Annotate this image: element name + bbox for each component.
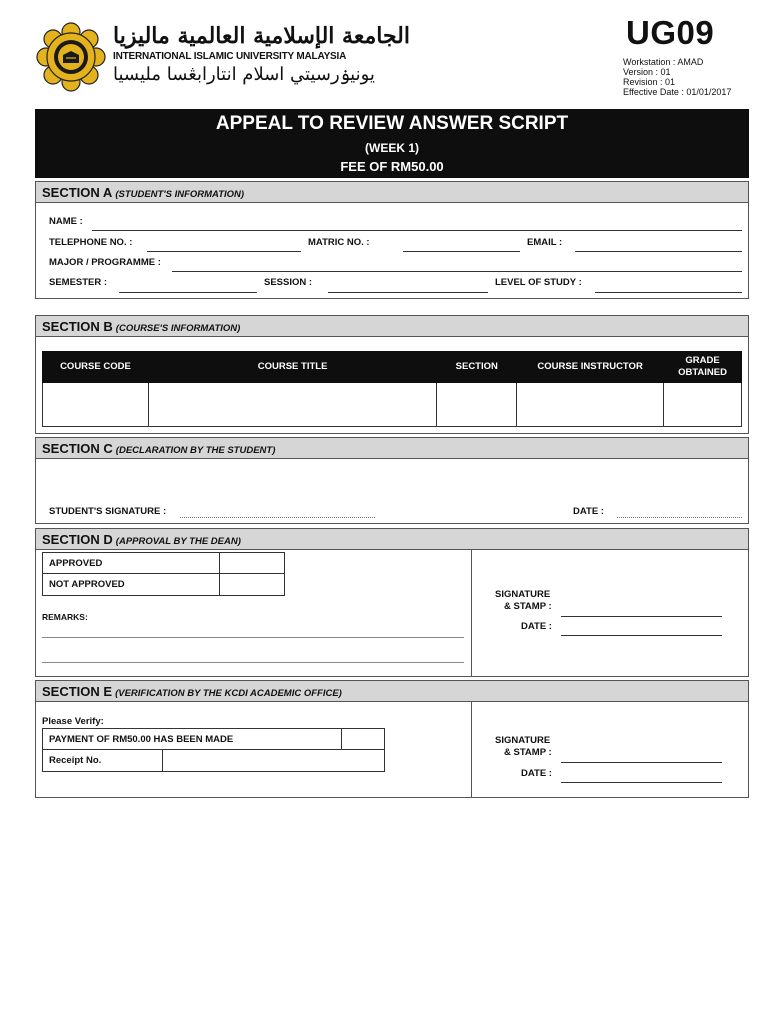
payment-row bbox=[42, 728, 342, 750]
matric-label: MATRIC NO. : bbox=[308, 237, 370, 248]
not-approved-checkbox[interactable] bbox=[219, 573, 285, 596]
semester-label: SEMESTER : bbox=[49, 277, 108, 288]
title-band bbox=[35, 109, 749, 178]
receipt-number-field[interactable] bbox=[162, 749, 385, 772]
section-a bbox=[35, 181, 749, 299]
student-date-field[interactable] bbox=[617, 517, 742, 518]
session-field[interactable] bbox=[328, 292, 488, 293]
course-instructor-cell[interactable] bbox=[517, 383, 664, 427]
university-name-english: INTERNATIONAL ISLAMIC UNIVERSITY MALAYSIA bbox=[113, 51, 347, 62]
section-d-title: SECTION D bbox=[42, 532, 113, 547]
form-fee: FEE OF RM50.00 bbox=[340, 159, 444, 174]
student-signature-field[interactable] bbox=[180, 517, 375, 518]
matric-field[interactable] bbox=[403, 251, 520, 252]
section-e-header bbox=[36, 681, 748, 702]
form-title: APPEAL TO REVIEW ANSWER SCRIPT bbox=[215, 113, 569, 134]
section-e-divider bbox=[471, 701, 472, 797]
form-week: (WEEK 1) bbox=[365, 141, 419, 155]
grade-obtained-cell[interactable] bbox=[664, 383, 742, 427]
remarks-label: REMARKS: bbox=[42, 612, 88, 622]
section-d bbox=[35, 528, 749, 677]
workstation-text: Workstation : AMAD bbox=[623, 57, 704, 67]
course-code-header: COURSE CODE bbox=[43, 352, 149, 383]
section-b-header bbox=[36, 316, 748, 337]
section-cell[interactable] bbox=[437, 383, 517, 427]
telephone-label: TELEPHONE NO. : bbox=[49, 237, 133, 248]
dean-signature-label-line2: & STAMP : bbox=[504, 601, 552, 612]
dean-signature-field[interactable] bbox=[561, 616, 722, 617]
name-field[interactable] bbox=[92, 230, 742, 231]
section-e-title: SECTION E bbox=[42, 684, 113, 699]
major-label: MAJOR / PROGRAMME : bbox=[49, 257, 161, 268]
approved-label: APPROVED bbox=[49, 558, 103, 569]
dean-signature-label-line1: SIGNATURE bbox=[495, 589, 551, 600]
student-date-label: DATE : bbox=[573, 506, 604, 517]
iium-logo bbox=[36, 22, 106, 92]
section-b-subtitle: (COURSE'S INFORMATION) bbox=[115, 323, 241, 334]
email-field[interactable] bbox=[575, 251, 742, 252]
section-header: SECTION bbox=[437, 352, 517, 383]
name-label: NAME : bbox=[49, 216, 83, 227]
kcdi-signature-label-line1: SIGNATURE bbox=[495, 735, 551, 746]
form-code: UG09 bbox=[626, 14, 715, 51]
major-field[interactable] bbox=[172, 271, 742, 272]
kcdi-signature-field[interactable] bbox=[561, 762, 722, 763]
remarks-line-2[interactable] bbox=[42, 662, 464, 663]
course-title-cell[interactable] bbox=[148, 383, 436, 427]
dean-date-field[interactable] bbox=[561, 635, 722, 636]
session-label: SESSION : bbox=[264, 277, 313, 288]
kcdi-signature-label-line2: & STAMP : bbox=[504, 747, 552, 758]
payment-label: PAYMENT OF RM50.00 HAS BEEN MADE bbox=[49, 734, 234, 745]
course-table bbox=[42, 351, 742, 427]
version-text: Version : 01 bbox=[623, 67, 671, 77]
receipt-label: Receipt No. bbox=[49, 755, 102, 766]
student-signature-label: STUDENT'S SIGNATURE : bbox=[49, 506, 167, 517]
grade-obtained-header: GRADE OBTAINED bbox=[664, 352, 742, 383]
section-d-subtitle: (APPROVAL BY THE DEAN) bbox=[115, 536, 241, 547]
level-field[interactable] bbox=[595, 292, 742, 293]
please-verify-label: Please Verify: bbox=[42, 716, 104, 727]
section-b-title: SECTION B bbox=[42, 319, 113, 334]
telephone-field[interactable] bbox=[147, 251, 301, 252]
section-c-title: SECTION C bbox=[42, 441, 113, 456]
kcdi-date-label: DATE : bbox=[521, 768, 552, 779]
course-title-header: COURSE TITLE bbox=[148, 352, 436, 383]
section-d-header bbox=[36, 529, 748, 550]
university-name-jawi: يونيۏرسيتي اسلام انتارابڠسا مليسيا bbox=[113, 64, 375, 85]
university-name-arabic: الجامعة الإسلامية العالمية ماليزيا bbox=[113, 23, 410, 49]
course-instructor-header: COURSE INSTRUCTOR bbox=[517, 352, 664, 383]
effective-date-text: Effective Date : 01/01/2017 bbox=[623, 87, 732, 97]
course-code-cell[interactable] bbox=[43, 383, 149, 427]
section-c-header bbox=[36, 438, 748, 459]
revision-text: Revision : 01 bbox=[623, 77, 676, 87]
section-d-divider bbox=[471, 549, 472, 676]
kcdi-date-field[interactable] bbox=[561, 782, 722, 783]
dean-date-label: DATE : bbox=[521, 621, 552, 632]
section-a-header bbox=[36, 182, 748, 203]
email-label: EMAIL : bbox=[527, 237, 563, 248]
payment-checkbox[interactable] bbox=[341, 728, 385, 750]
section-a-subtitle: (STUDENT'S INFORMATION) bbox=[115, 189, 245, 200]
not-approved-row bbox=[42, 573, 220, 596]
approved-row bbox=[42, 552, 220, 574]
receipt-row bbox=[42, 749, 163, 772]
section-a-title: SECTION A bbox=[42, 185, 113, 200]
semester-field[interactable] bbox=[119, 292, 257, 293]
not-approved-label: NOT APPROVED bbox=[49, 579, 125, 590]
level-label: LEVEL OF STUDY : bbox=[495, 277, 582, 288]
remarks-line-1[interactable] bbox=[42, 637, 464, 638]
section-c-subtitle: (DECLARATION BY THE STUDENT) bbox=[115, 445, 276, 456]
approved-checkbox[interactable] bbox=[219, 552, 285, 574]
section-e-subtitle: (VERIFICATION BY THE KCDI ACADEMIC OFFICE) bbox=[115, 688, 342, 699]
